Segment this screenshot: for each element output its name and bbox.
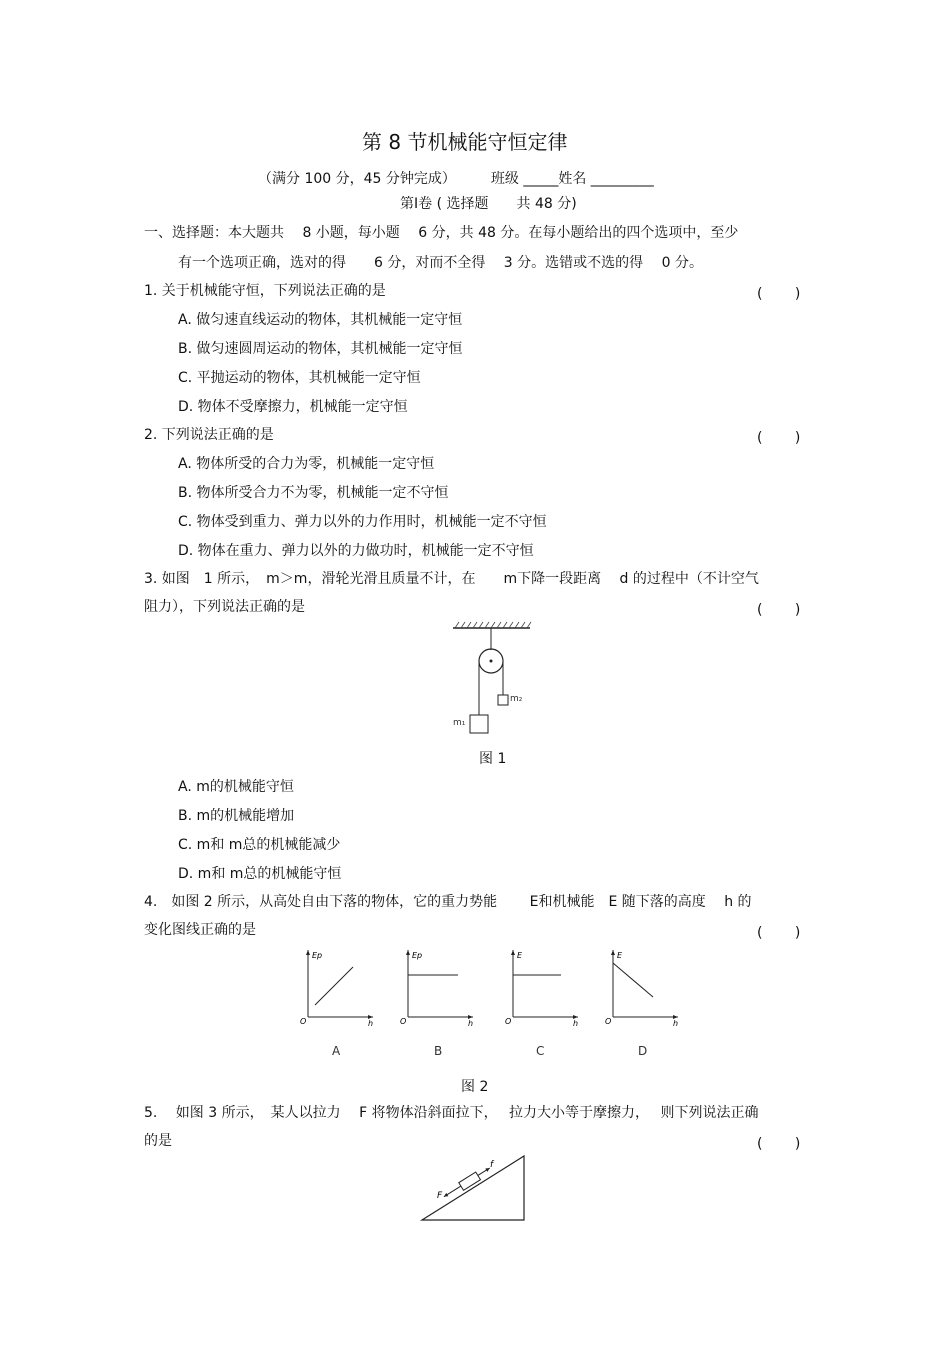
q2-option-b: B. 物体所受合力不为零，机械能一定不守恒	[178, 485, 449, 501]
question-2-stem: 2. 下列说法正确的是	[144, 427, 274, 443]
question-5-stem-line1: 5. 如图 3 所示， 某人以拉力 F 将物体沿斜面拉下， 拉力大小等于摩擦力， 则下列说法正确	[144, 1105, 759, 1121]
answer-blank-q2: ( )	[757, 430, 801, 446]
graph-a-origin: O	[300, 1017, 307, 1026]
answer-blank-q1: ( )	[757, 286, 801, 302]
force-f-label: f	[490, 1160, 494, 1170]
q3-option-c: C. m和 m总的机械能减少	[178, 837, 341, 853]
graph-a-xlabel: h	[368, 1019, 374, 1028]
question-3-stem-line2: 阻力），下列说法正确的是	[144, 599, 305, 615]
section-instructions-line2: 有一个选项正确，选对的得 6 分，对而不全得 3 分。选错或不选的得 0 分。	[178, 255, 703, 271]
graph-b-label: B	[434, 1044, 443, 1058]
answer-blank-q3: ( )	[757, 602, 801, 618]
figure-1-caption: 图 1	[479, 751, 507, 767]
graph-d	[603, 945, 683, 1028]
question-4-stem-line2: 变化图线正确的是	[144, 922, 256, 938]
q3-option-d: D. m和 m总的机械能守恒	[178, 866, 342, 882]
graph-a	[298, 945, 378, 1028]
m2-label: m₂	[510, 694, 523, 704]
force-F-label: F	[437, 1191, 443, 1201]
graph-a-ylabel: Ep	[312, 951, 323, 960]
q1-option-b: B. 做匀速圆周运动的物体，其机械能一定守恒	[178, 341, 463, 357]
q2-option-d: D. 物体在重力、弹力以外的力做功时，机械能一定不守恒	[178, 543, 534, 559]
graph-b-ylabel: Ep	[412, 951, 423, 960]
q3-option-b: B. m的机械能增加	[178, 808, 295, 824]
q1-option-c: C. 平抛运动的物体，其机械能一定守恒	[178, 370, 421, 386]
graph-d-origin: O	[605, 1017, 612, 1026]
volume-heading: 第Ⅰ卷 ( 选择题 共 48 分)	[400, 196, 577, 212]
graph-d-label: D	[638, 1044, 648, 1058]
graph-b-origin: O	[400, 1017, 407, 1026]
m1-label: m₁	[453, 718, 466, 728]
question-4-stem-line1: 4. 如图 2 所示，从高处自由下落的物体，它的重力势能 E和机械能 E 随下落的高度 h 的	[144, 894, 752, 910]
page-title: 第 8 节机械能守恒定律	[362, 130, 568, 154]
q2-option-c: C. 物体受到重力、弹力以外的力作用时，机械能一定不守恒	[178, 514, 547, 530]
graph-d-xlabel: h	[673, 1019, 679, 1028]
graph-c	[503, 945, 583, 1028]
answer-blank-q4: ( )	[757, 925, 801, 941]
section-instructions-line1: 一、选择题：本大题共 8 小题，每小题 6 分，共 48 分。在每小题给出的四个选项中，至少	[144, 225, 739, 241]
answer-blank-q5: ( )	[757, 1136, 801, 1152]
graph-c-xlabel: h	[573, 1019, 579, 1028]
figure-2-caption: 图 2	[461, 1079, 489, 1095]
q2-option-a: A. 物体所受的合力为零，机械能一定守恒	[178, 456, 435, 472]
graph-b	[398, 945, 478, 1028]
graph-c-ylabel: E	[517, 951, 523, 960]
question-3-stem-line1: 3. 如图 1 所示， m＞m，滑轮光滑且质量不计，在 m下降一段距离 d 的过程中（不计空气	[144, 571, 759, 587]
graph-a-label: A	[332, 1044, 341, 1058]
graph-c-origin: O	[505, 1017, 512, 1026]
q1-option-a: A. 做匀速直线运动的物体，其机械能一定守恒	[178, 312, 463, 328]
figure-3-incline-diagram	[420, 1154, 530, 1224]
graph-b-xlabel: h	[468, 1019, 474, 1028]
subtitle: （满分 100 分，45 分钟完成） 班级 _____姓名 _________	[258, 171, 654, 187]
q3-option-a: A. m的机械能守恒	[178, 779, 294, 795]
graph-c-label: C	[536, 1044, 545, 1058]
graph-d-ylabel: E	[617, 951, 623, 960]
question-5-stem-line2: 的是	[144, 1133, 172, 1149]
q1-option-d: D. 物体不受摩擦力，机械能一定守恒	[178, 399, 408, 415]
question-1-stem: 1. 关于机械能守恒，下列说法正确的是	[144, 283, 386, 299]
